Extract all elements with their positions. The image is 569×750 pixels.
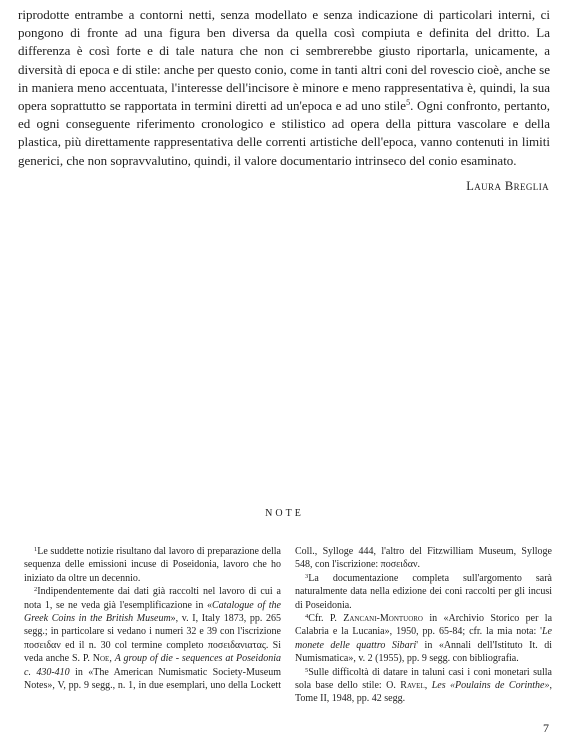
author-signature: Laura Breglia xyxy=(466,179,549,193)
footnote-title: Catalogue of the Greek Coins in the British Museum xyxy=(24,599,281,625)
footnote-author: Ravel xyxy=(400,680,425,692)
body-text-part-2: La differenza è così forte e di tale natura che non ci sembrerebbe giusto riportarla, unicamente, a diversità di epoca e di stile: anche per questo conio, come in tanti altri coni del rovescio cioè, anche se in maniera meno accentuata, l'interesse dell'incisore è minore e meno rappresentativa è, quindi, la sua opera soprattutto se rapportata in termini diretti ad un'epoca e ad uno stile xyxy=(18,25,550,114)
footnote-3 xyxy=(295,572,552,612)
footnote-title: Les «Poulains de Corinthe» xyxy=(431,680,550,692)
footnote-text: in «Archivio Storico per la Calabria e la Lucania», 1950, pp. 65-84; cfr. la mia nota: ' xyxy=(295,613,553,638)
footnotes xyxy=(24,545,552,706)
body-text-part-3: . Ogni confronto, pertanto, ed ogni conseguente riferimento cronologico e stilistico ad opera della pittura vascolare e della plastica, più direttamente rappresentativa delle correnti artistiche dell'epoca, vanno contenuti in limiti generici, che non sopravvalutino, quindi, il valore documentario intrinseco del conio esaminato. xyxy=(18,98,551,168)
footnote-text: Cfr. P. xyxy=(308,613,344,625)
footnote-title: A group of die - sequences at Poseidonia c. 430-410 xyxy=(24,653,281,678)
body-paragraph xyxy=(18,6,550,170)
footnote-text: Indipendentemente dai dati già raccolti nel lavoro di cui a nota 1, se ne veda già l'esemplificazione in « xyxy=(24,586,281,611)
notes-heading: NOTE xyxy=(265,508,304,519)
footnote-number: 5 xyxy=(305,666,309,674)
footnote-number: 2 xyxy=(34,586,38,594)
footnote-author: Zancani-Montuoro xyxy=(343,613,423,625)
footnote-text: in «The American Numismatic Society-Museum Notes», V, pp. 9 segg., n. 1, in due esemplari, uno della Lockett Coll., Sylloge 444, l'altro del Fitzwilliam Museum, Sylloge 548, con l'iscrizione: ποσειδαν. xyxy=(24,546,552,692)
footnote-number: 1 xyxy=(34,546,38,553)
footnote-ref-5[interactable]: 5 xyxy=(406,98,411,108)
footnote-text: », v. I, Italy 1873, pp. 265 segg.; in particolare si vedano i numeri 32 e 39 con l'iscrizione ποσειδαν ed il n. 30 col termine completo ποσειδανιατας. Si veda anche S. P. xyxy=(24,613,281,665)
footnote-text: , xyxy=(424,680,432,692)
footnote-author: Noe xyxy=(92,653,110,665)
footnote-text: , Tome II, 1948, pp. 42 segg. xyxy=(295,680,552,705)
footnote-text: ' in «Annali dell'Istituto It. di Numismatica», v. 2 (1955), pp. 9 segg. con bibliografia. xyxy=(295,639,552,665)
footnote-text: Sulle difficoltà di datare in taluni casi i coni monetari sulla sola base dello stile: O. xyxy=(295,666,552,692)
footnote-number: 4 xyxy=(305,613,309,621)
footnote-4 xyxy=(295,612,552,666)
footnote-number: 3 xyxy=(305,572,309,580)
footnote-5 xyxy=(295,666,552,706)
page-number: 7 xyxy=(543,721,549,735)
footnote-1 xyxy=(24,545,281,585)
footnote-text: Le suddette notizie risultano dal lavoro di preparazione della sequenza delle emissioni incuse di Poseidonia, lavoro che ho iniziato da oltre un decennio. xyxy=(24,546,281,584)
footnote-text: , xyxy=(109,653,115,665)
body-text-part-1: riprodotte entrambe a contorni netti, senza modellato e senza indicazione di particolari interni, ci pongono di fronte ad una figura ben diversa da quella così compiuta e definita del dritto. xyxy=(18,7,550,41)
footnote-title: Le monete delle quattro Sibari xyxy=(295,626,552,651)
footnote-text: La documentazione completa sull'argomento sarà naturalmente data nella edizione dei coni raccolti per gli incusi di Poseidonia. xyxy=(295,572,552,611)
